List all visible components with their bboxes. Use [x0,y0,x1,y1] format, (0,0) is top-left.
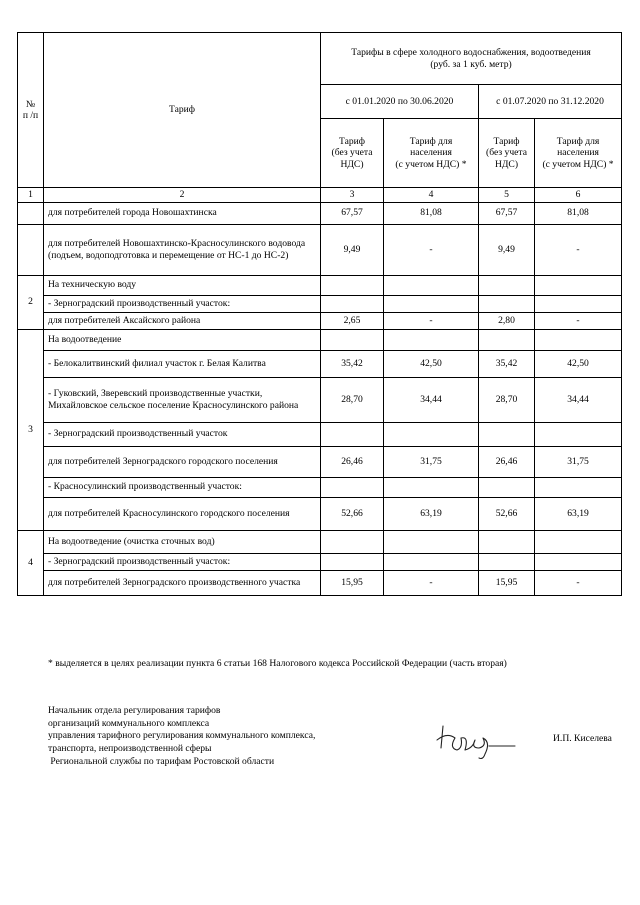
population-tariff-value: 31,75 [535,446,622,477]
tariff-value: 28,70 [321,377,384,422]
table-row [18,350,622,377]
table-row [18,224,622,275]
tariff-value: 35,42 [479,350,535,377]
tariff-value [479,275,535,295]
population-tariff-value [384,553,479,570]
population-tariff-value: - [384,312,479,329]
tariff-name: - Красносулинский производственный участок: [44,477,321,497]
tariff-name: На водоотведение [44,329,321,350]
tariff-value: 15,95 [479,570,535,595]
row-number: 4 [18,530,44,595]
population-tariff-value: 42,50 [384,350,479,377]
column-number-6: 6 [535,188,622,203]
row-number [18,224,44,275]
handwritten-signature [433,718,523,762]
population-tariff-value [535,530,622,553]
population-tariff-value [384,477,479,497]
tariff-value [479,295,535,312]
tariff-value [321,422,384,446]
population-tariff-value [384,329,479,350]
header-number: № п /п [18,33,44,188]
tariff-name: для потребителей Красносулинского городского поселения [44,497,321,530]
population-tariff-value: - [384,570,479,595]
population-tariff-value [535,477,622,497]
column-number-5: 5 [479,188,535,203]
population-tariff-value: 34,44 [535,377,622,422]
position-line: управления тарифного регулирования коммунального комплекса, [48,730,316,742]
tariff-value: 2,65 [321,312,384,329]
row-number: 3 [18,329,44,530]
row-number: 2 [18,275,44,329]
header-period-1: с 01.01.2020 по 30.06.2020 [321,85,479,119]
table-row [18,329,622,350]
tariff-value [321,329,384,350]
population-tariff-value: - [535,312,622,329]
table-row [18,295,622,312]
position-line: Начальник отдела регулирования тарифов [48,705,221,716]
header-period-2: с 01.07.2020 по 31.12.2020 [479,85,622,119]
population-tariff-value [384,422,479,446]
table-row [18,530,622,553]
population-tariff-value: - [535,224,622,275]
tariff-value [479,422,535,446]
table-row [18,570,622,595]
tariff-value: 26,46 [321,446,384,477]
population-tariff-value [384,530,479,553]
population-tariff-value: 81,08 [384,202,479,224]
tariff-value [479,530,535,553]
population-tariff-value: 63,19 [535,497,622,530]
population-tariff-value: 81,08 [535,202,622,224]
tariff-value [321,295,384,312]
tariff-value [321,553,384,570]
tariff-table [17,32,622,596]
tariff-value [321,530,384,553]
signature-block [48,705,315,769]
tariff-value: 15,95 [321,570,384,595]
table-row [18,275,622,295]
column-number-2: 2 [44,188,321,203]
tariff-name: На водоотведение (очистка сточных вод) [44,530,321,553]
table-row [18,553,622,570]
tariff-name: для потребителей города Новошахтинска [44,202,321,224]
table-row [18,422,622,446]
tariff-value: 26,46 [479,446,535,477]
tariff-name: - Зерноградский производственный участок: [44,553,321,570]
population-tariff-value [384,275,479,295]
header-group: Тарифы в сфере холодного водоснабжения, водоотведения (руб. за 1 куб. метр) [321,33,622,85]
tariff-value: 28,70 [479,377,535,422]
column-number-3: 3 [321,188,384,203]
column-number-4: 4 [384,188,479,203]
population-tariff-value [535,275,622,295]
tariff-value: 9,49 [321,224,384,275]
population-tariff-value [535,422,622,446]
position-line: транспорта, непроизводственной сферы [48,743,212,755]
table-row [18,497,622,530]
footnote: * выделяется в целях реализации пункта 6 статьи 168 Налогового кодекса Российской Федерации (часть вторая) [48,658,507,669]
table-row [18,377,622,422]
tariff-name: - Зерноградский производственный участок: [44,295,321,312]
signer-name: И.П. Киселева [553,733,612,744]
header-col-population-1: Тариф для населения (с учетом НДС) * [384,119,479,188]
tariff-value: 9,49 [479,224,535,275]
population-tariff-value [535,295,622,312]
position-line: организаций коммунального комплекса [48,717,210,729]
row-number [18,202,44,224]
column-number-1: 1 [18,188,44,203]
tariff-name: для потребителей Зерноградского производственного участка [44,570,321,595]
header-col-no-vat-1: Тариф (без учета НДС) [321,119,384,188]
header-col-no-vat-2: Тариф (без учета НДС) [479,119,535,188]
tariff-value: 67,57 [479,202,535,224]
tariff-name: для потребителей Аксайского района [44,312,321,329]
table-row [18,202,622,224]
population-tariff-value: 42,50 [535,350,622,377]
header-tariff: Тариф [44,33,321,188]
table-row [18,446,622,477]
population-tariff-value: 63,19 [384,497,479,530]
tariff-name: для потребителей Зерноградского городского поселения [44,446,321,477]
position-line: Региональной службы по тарифам Ростовской области [48,755,275,767]
population-tariff-value [535,553,622,570]
table-row [18,312,622,329]
tariff-value: 67,57 [321,202,384,224]
tariff-value: 2,80 [479,312,535,329]
tariff-value: 35,42 [321,350,384,377]
tariff-value [479,329,535,350]
tariff-value: 52,66 [479,497,535,530]
population-tariff-value: 34,44 [384,377,479,422]
table-row [18,477,622,497]
population-tariff-value: 31,75 [384,446,479,477]
header-col-population-2: Тариф для населения (с учетом НДС) * [535,119,622,188]
tariff-value [479,477,535,497]
tariff-name: На техническую воду [44,275,321,295]
tariff-value [321,275,384,295]
tariff-value [479,553,535,570]
population-tariff-value [384,295,479,312]
tariff-name: - Гуковский, Зверевский производственные участки, Михайловское сельское поселение Красносулинского района [44,377,321,422]
tariff-name: - Белокалитвинский филиал участок г. Белая Калитва [44,350,321,377]
population-tariff-value: - [535,570,622,595]
tariff-value [321,477,384,497]
tariff-name: - Зерноградский производственный участок [44,422,321,446]
population-tariff-value: - [384,224,479,275]
tariff-name: для потребителей Новошахтинско-Красносулинского водовода (подъем, водоподготовка и перемещение от НС-1 до НС-2) [44,224,321,275]
tariff-value: 52,66 [321,497,384,530]
population-tariff-value [535,329,622,350]
